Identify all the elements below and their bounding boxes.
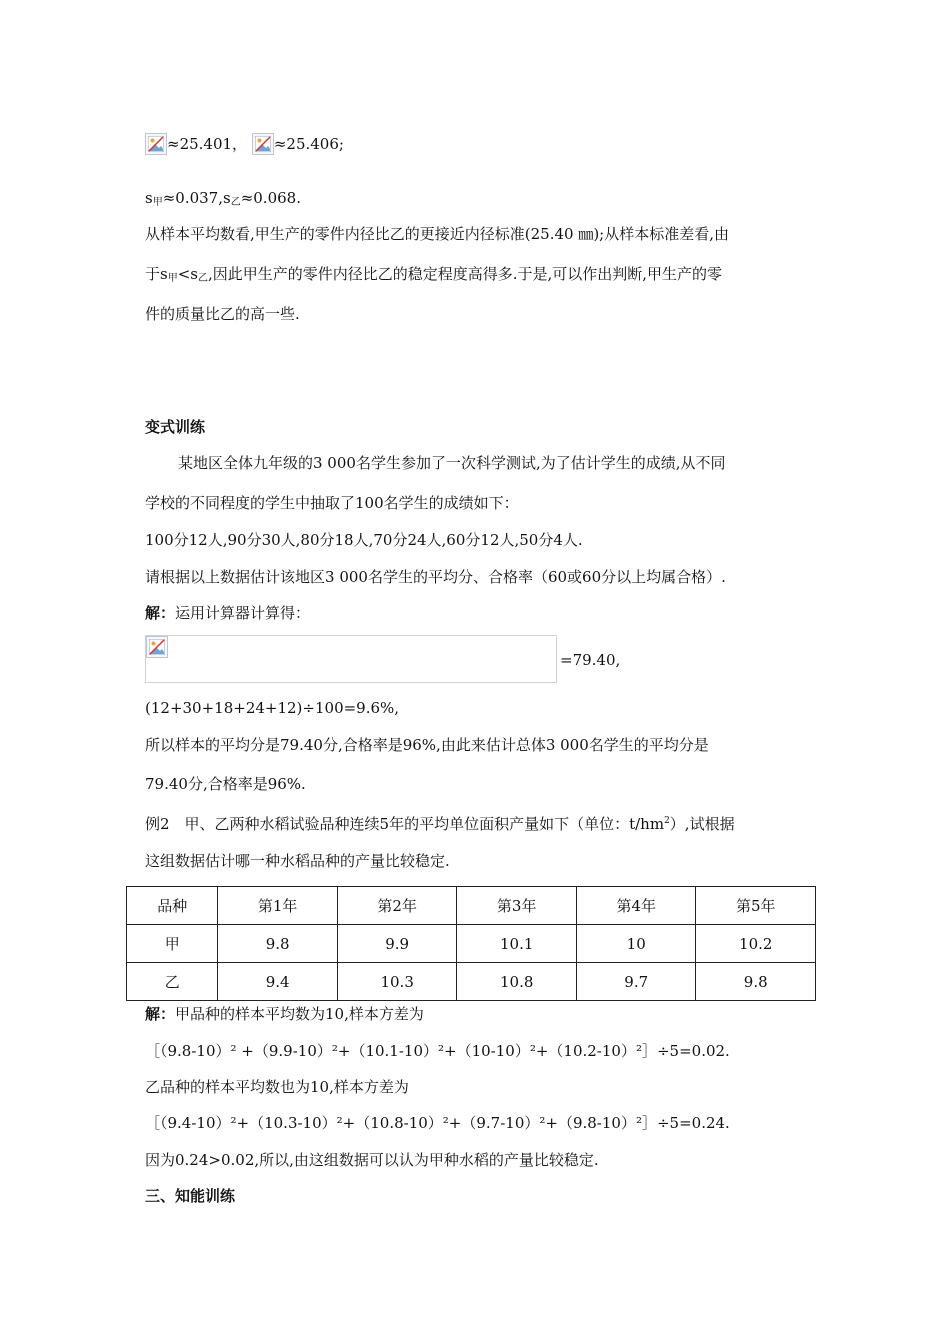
table-cell: 10 (576, 925, 696, 963)
paragraph-line (145, 264, 722, 289)
broken-image-icon (146, 636, 168, 658)
mean-line (145, 133, 344, 155)
text: ）,试根据 (669, 815, 735, 833)
sub-b: 乙 (197, 273, 208, 284)
table-cell: 10.8 (457, 963, 577, 1001)
solution-text: 甲品种的样本平均数为10,样本方差为 (175, 1005, 424, 1023)
example-line (145, 811, 735, 834)
solution-line (145, 1004, 424, 1024)
formula-result: =79.40, (560, 651, 621, 669)
table-cell: 10.1 (457, 925, 577, 963)
table-cell: 9.9 (337, 925, 457, 963)
table-header-cell: 第5年 (696, 887, 816, 925)
question-line: 请根据以上数据估计该地区3 000名学生的平均分、合格率（60或60分以上均属合格）. (145, 568, 726, 586)
table-cell: 10.2 (696, 925, 816, 963)
table-cell: 9.4 (218, 963, 338, 1001)
s-a-value: ≈0.037,s (162, 189, 231, 207)
conclusion-line: 所以样本的平均分是79.40分,合格率是96%,由此来估计总体3 000名学生的平均分是 (145, 736, 709, 754)
example-line: 这组数据估计哪一种水稻品种的产量比较稳定. (145, 852, 450, 870)
table-cell: 9.8 (696, 963, 816, 1001)
table-header-cell: 第1年 (218, 887, 338, 925)
formula-image-placeholder (145, 635, 557, 683)
table-header-cell: 第3年 (457, 887, 577, 925)
paragraph-line: 某地区全体九年级的3 000名学生参加了一次科学测试,为了估计学生的成绩,从不同 (178, 454, 726, 472)
solution-label: 解： (145, 1005, 176, 1023)
score-list: 100分12人,90分30人,80分18人,70分24人,60分12人,50分4人. (145, 531, 583, 549)
table-cell: 乙 (127, 963, 218, 1001)
solution-line (145, 603, 310, 623)
table-cell: 9.8 (218, 925, 338, 963)
section-heading: 三、知能训练 (145, 1187, 236, 1205)
conclusion-line: 79.40分,合格率是96%. (145, 775, 306, 793)
text: <s (177, 265, 198, 283)
text: 例2 甲、乙两种水稻试验品种连续5年的平均单位面积产量如下（单位：t/hm (145, 815, 665, 833)
variance-b-line: ［（9.4-10）²+（10.3-10）²+（10.8-10）²+（9.7-10）²+（9.8-10）²］÷5=0.24. (145, 1114, 730, 1132)
pass-rate-line: (12+30+18+24+12)÷100=9.6%, (145, 699, 400, 717)
superscript: 2 (664, 816, 670, 826)
s-symbol: s (145, 189, 153, 207)
paragraph-line: 件的质量比乙的高一些. (145, 305, 300, 323)
table-header-cell: 第4年 (576, 887, 696, 925)
s-sub-b: 乙 (230, 197, 241, 208)
broken-image-icon (252, 133, 274, 155)
mean-a-value: ≈25.401， (167, 135, 248, 153)
paragraph-line: 学校的不同程度的学生中抽取了100名学生的成绩如下： (145, 494, 519, 512)
final-conclusion: 因为0.24>0.02,所以,由这组数据可以认为甲种水稻的产量比较稳定. (145, 1151, 599, 1169)
solution-text: 运用计算器计算得： (175, 604, 311, 622)
paragraph-line: 从样本平均数看,甲生产的零件内径比乙的更接近内径标准(25.40 ㎜);从样本标准差看,由 (145, 225, 730, 243)
variance-a-line: ［（9.8-10）² +（9.9-10）²+（10.1-10）²+（10-10）²+（10.2-10）²］÷5=0.02. (145, 1042, 730, 1060)
table-cell: 10.3 (337, 963, 457, 1001)
broken-image-icon (145, 133, 167, 155)
s-sub-a: 甲 (152, 197, 163, 208)
mean-b-value: ≈25.406; (273, 135, 344, 153)
text: 于s (145, 265, 168, 283)
text: ,因此甲生产的零件内径比乙的稳定程度高得多.于是,可以作出判断,甲生产的零 (207, 265, 723, 283)
table-header-cell: 品种 (127, 887, 218, 925)
std-line (145, 188, 301, 213)
table-cell: 9.7 (576, 963, 696, 1001)
s-b-value: ≈0.068. (240, 189, 301, 207)
table-header-row (127, 887, 816, 925)
yield-table (126, 886, 816, 1001)
table-row (127, 963, 816, 1001)
solution-line: 乙品种的样本平均数也为10,样本方差为 (145, 1078, 409, 1096)
table-cell: 甲 (127, 925, 218, 963)
sub-a: 甲 (167, 273, 178, 284)
table-row (127, 925, 816, 963)
variant-heading: 变式训练 (145, 418, 206, 436)
table-header-cell: 第2年 (337, 887, 457, 925)
solution-label: 解： (145, 604, 176, 622)
